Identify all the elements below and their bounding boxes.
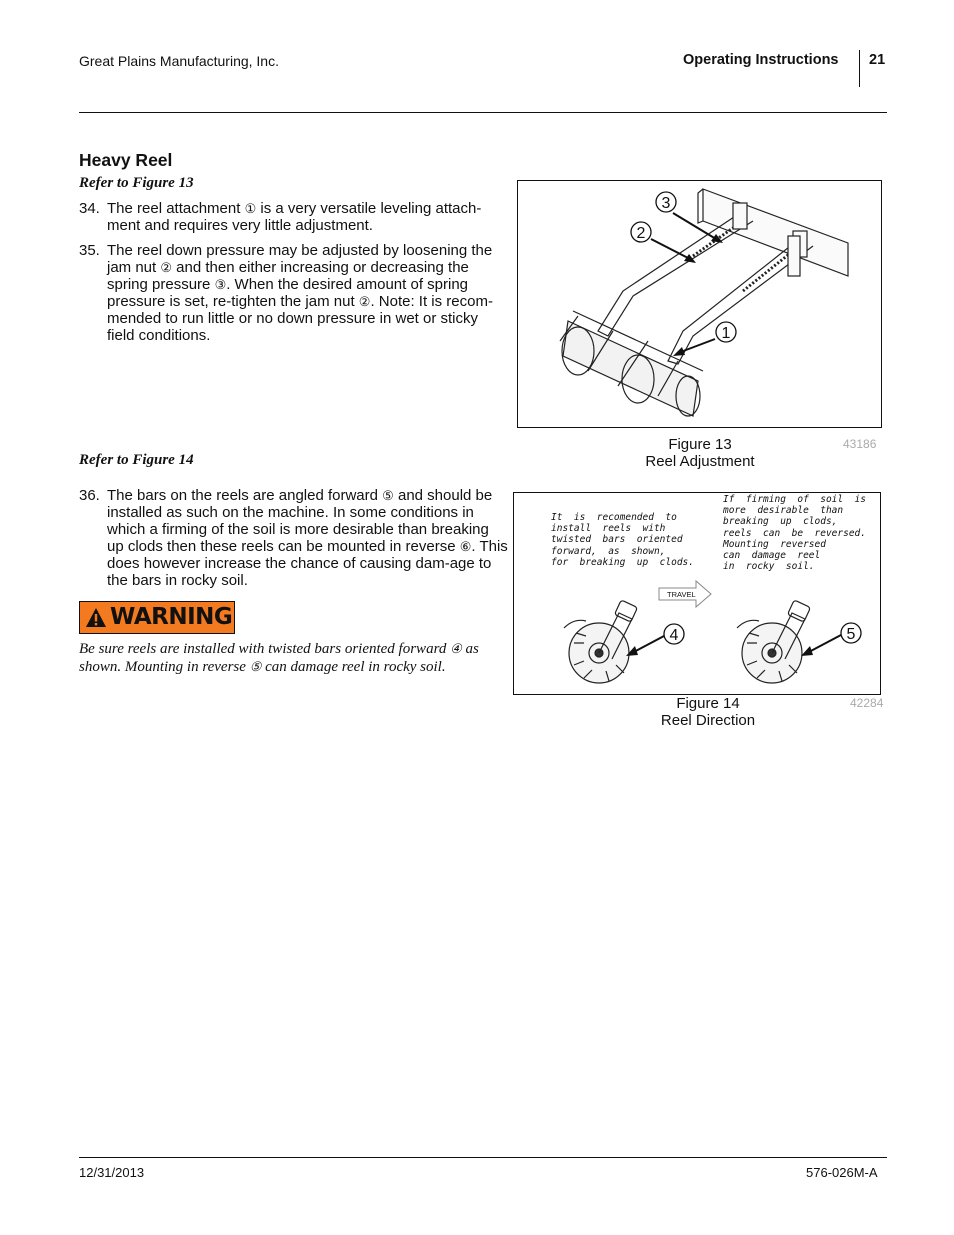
step-text: The reel attachment ① is a very versatile leveling attach-ment and requires very little adjustment. — [107, 200, 482, 234]
figure-14-title: Reel Direction — [660, 712, 756, 729]
footer-rule — [79, 1157, 887, 1158]
step-text: The bars on the reels are angled forward ⑤ and should be installed as such on the machine. In some conditions in which a firming of the soil is more desirable than breaking up clods then these reels can be mounted in reverse ⑥. This does however increase the chance of causing dam-age to the bars in rocky soil. — [107, 487, 508, 589]
figure-14-id: 42284 — [850, 696, 884, 710]
callout-2: 2 — [636, 225, 646, 242]
callout-mark: ② — [160, 260, 173, 275]
header-company: Great Plains Manufacturing, Inc. — [79, 53, 279, 69]
reel-adjustment-drawing — [518, 181, 881, 427]
figure-14-image — [513, 492, 881, 695]
note-forward: It is recomended to install reels with twisted bars oriented forward, as shown, for breaking up clods. — [551, 512, 694, 568]
step-number: 35. — [79, 242, 100, 259]
callout-1: 1 — [721, 325, 731, 342]
callout-mark: ⑤ — [382, 488, 394, 503]
figure-13-number: Figure 13 — [668, 436, 732, 453]
callout-4: 4 — [669, 627, 679, 644]
step-34 — [79, 200, 509, 240]
step-36 — [79, 487, 509, 597]
step-35 — [79, 242, 509, 352]
section-title: Heavy Reel — [79, 150, 173, 170]
step-number: 36. — [79, 487, 100, 504]
reel-direction-drawing — [514, 493, 880, 694]
header-section: Operating Instructions — [683, 52, 839, 68]
header-rule — [79, 112, 887, 113]
note-reversed: If firming of soil is more desirable than breaking up clods, reels can be reversed. Mounting reversed can damage reel in rocky soil. — [723, 494, 866, 573]
callout-mark: ③ — [214, 277, 227, 292]
callout-mark: ⑥ — [459, 539, 472, 554]
callout-mark: ① — [244, 201, 257, 216]
warning-note: Be sure reels are installed with twisted bars oriented forward ④ as shown. Mounting in reverse ⑤ can damage reel in rocky soil. — [79, 641, 479, 675]
footer-date: 12/31/2013 — [79, 1165, 145, 1180]
step-number: 34. — [79, 200, 100, 217]
warning-triangle-icon — [85, 607, 107, 628]
warning-title: WARNING — [110, 604, 233, 630]
step-text: The reel down pressure may be adjusted by loosening the jam nut ② and then either increasing or decreasing the spring pressure ③. When the desired amount of spring pressure is set, re-tighten the jam nut ②. Note: It is recom-mended to run little or no down pressure in wet or sticky field conditions. — [107, 242, 493, 344]
refer-figure-13: Refer to Figure 13 — [79, 175, 194, 191]
callout-mark: ② — [358, 294, 371, 309]
figure-13-title: Reel Adjustment — [645, 453, 755, 470]
warning-label — [79, 601, 235, 634]
callout-mark: ⑤ — [249, 659, 262, 674]
figure-13-image — [517, 180, 882, 428]
header-divider — [859, 50, 860, 87]
callout-mark: ④ — [450, 641, 462, 656]
page-number: 21 — [869, 52, 886, 68]
figure-13-id: 43186 — [843, 437, 877, 451]
footer-doc-number: 576-026M-A — [806, 1165, 878, 1180]
refer-figure-14: Refer to Figure 14 — [79, 452, 194, 468]
callout-3: 3 — [661, 195, 671, 212]
travel-label: TRAVEL — [667, 590, 696, 599]
figure-14-number: Figure 14 — [676, 695, 740, 712]
callout-5: 5 — [846, 626, 856, 643]
